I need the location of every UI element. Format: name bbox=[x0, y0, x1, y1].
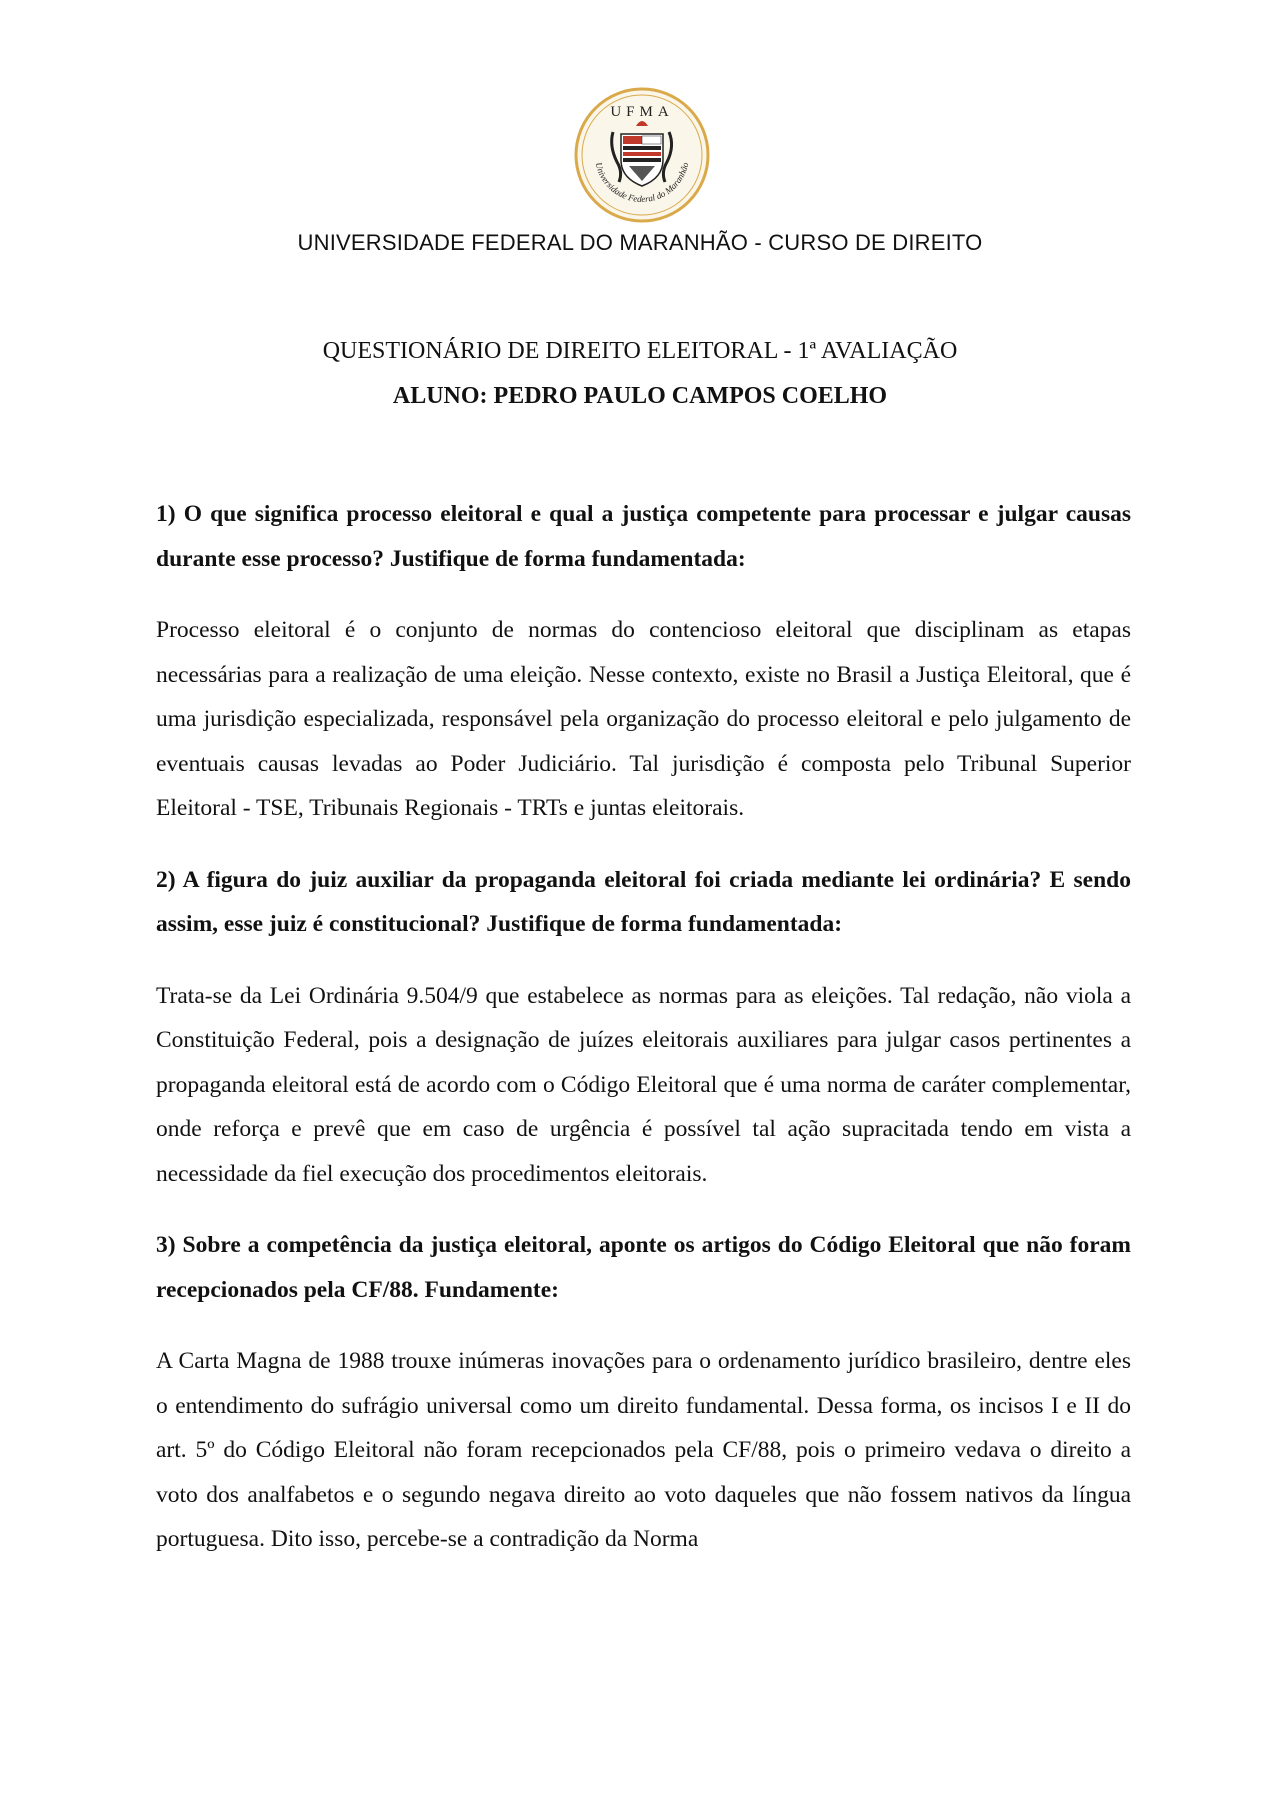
institution-heading: UNIVERSIDADE FEDERAL DO MARANHÃO - CURSO DE DIREITO bbox=[297, 230, 983, 255]
student-name: ALUNO: PEDRO PAULO CAMPOS COELHO bbox=[392, 383, 888, 409]
document-title: QUESTIONÁRIO DE DIREITO ELEITORAL - 1ª AVALIAÇÃO bbox=[322, 338, 958, 364]
ufma-logo bbox=[573, 86, 711, 224]
question-1: 1) O que significa processo eleitoral e qual a justiça competente para processar e julgar causas durante esse processo? Justifique de forma fundamentada: bbox=[156, 501, 1131, 572]
question-3: 3) Sobre a competência da justiça eleitoral, aponte os artigos do Código Eleitoral que não foram recepcionados pela CF/88. Fundamente: bbox=[156, 1232, 1131, 1303]
answer-2: Trata-se da Lei Ordinária 9.504/9 que estabelece as normas para as eleições. Tal redação, não viola a Constituição Federal, pois a designação de juízes eleitorais auxiliares para julgar casos pertinentes a propaganda eleitoral está de acordo com o Código Eleitoral que é uma norma de caráter complementar, onde reforça e prevê que em caso de urgência é possível tal ação supracitada tendo em vista a necessidade da fiel execução dos procedimentos eleitorais. bbox=[156, 982, 1131, 1187]
logo-ring-text: Universidade Federal do Maranhão bbox=[593, 161, 691, 205]
questionnaire-body bbox=[156, 492, 1131, 1562]
answer-1: Processo eleitoral é o conjunto de normas do contencioso eleitoral que disciplinam as etapas necessárias para a realização de uma eleição. Nesse contexto, existe no Brasil a Justiça Eleitoral, que é uma jurisdição especializada, responsável pela organização do processo eleitoral e pelo julgamento de eventuais causas levadas ao Poder Judiciário. Tal jurisdição é composta pelo Tribunal Superior Eleitoral - TSE, Tribunais Regionais - TRTs e juntas eleitorais. bbox=[156, 617, 1131, 821]
answer-3: A Carta Magna de 1988 trouxe inúmeras inovações para o ordenamento jurídico brasileiro, dentre eles o entendimento do sufrágio universal como um direito fundamental. Dessa forma, os incisos I e II do art. 5º do Código Eleitoral não foram recepcionados pela CF/88, pois o primeiro vedava o direito a voto dos analfabetos e o segundo negava direito ao voto daqueles que não fossem nativos da língua portuguesa. Dito isso, percebe-se a contradição da Norma bbox=[156, 1348, 1131, 1552]
question-2: 2) A figura do juiz auxiliar da propaganda eleitoral foi criada mediante lei ordinária? E sendo assim, esse juiz é constitucional? Justifique de forma fundamentada: bbox=[156, 866, 1131, 937]
logo-letters: UFMA bbox=[610, 104, 674, 120]
